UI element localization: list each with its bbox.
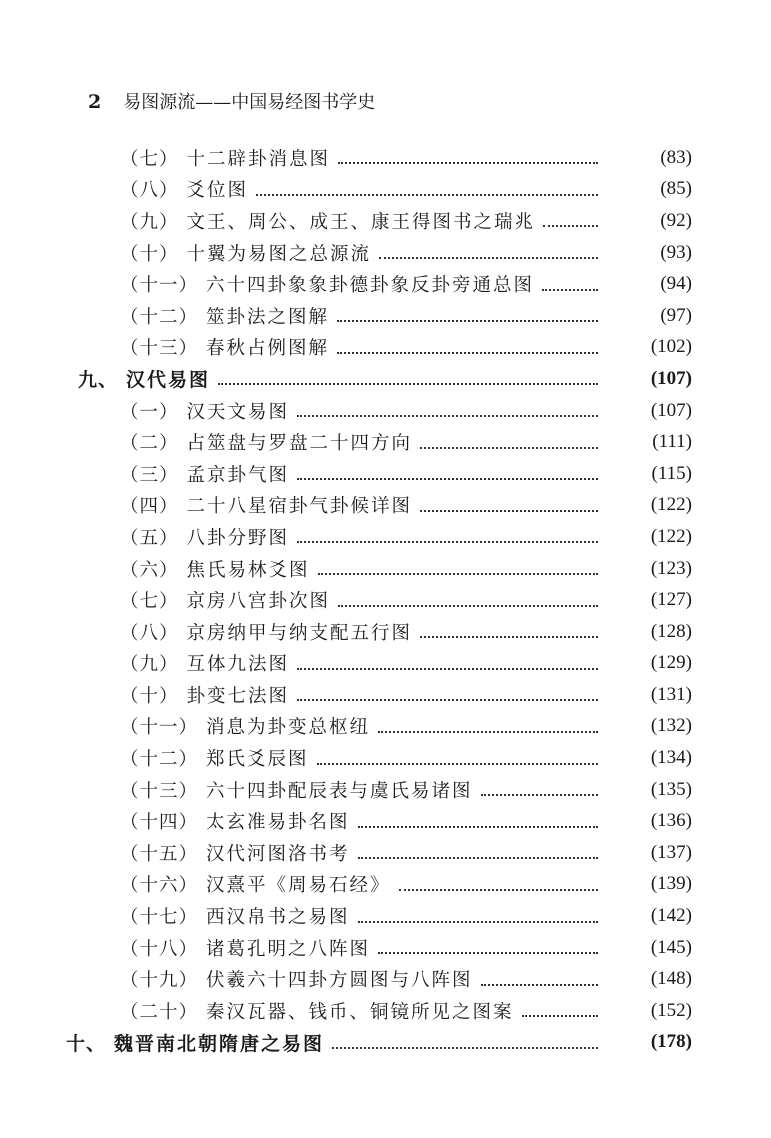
- entry-title: 春秋占例图解: [206, 338, 330, 360]
- dot-leader: [358, 825, 598, 828]
- entry-page-number: (135): [650, 778, 692, 800]
- entry-title: 焦氏易林爻图: [186, 559, 310, 581]
- table-of-contents: [0, 142, 771, 1058]
- entry-number: （八）: [120, 622, 179, 644]
- dot-leader: [358, 920, 598, 923]
- toc-entry: [0, 995, 771, 1027]
- entry-number: （一）: [120, 401, 179, 423]
- toc-entry: [0, 805, 771, 837]
- entry-number: （十三）: [120, 780, 199, 802]
- dot-leader: [399, 888, 598, 891]
- dot-leader: [297, 414, 598, 417]
- entry-number: （十四）: [120, 812, 199, 834]
- entry-number: （十七）: [120, 907, 199, 929]
- entry-title: 卦变七法图: [186, 685, 290, 707]
- entry-title: 太玄准易卦名图: [206, 812, 350, 834]
- entry-title: 消息为卦变总枢纽: [206, 717, 371, 739]
- entry-title: 魏晋南北朝隋唐之易图: [114, 1032, 325, 1055]
- dot-leader: [420, 509, 598, 512]
- entry-page-number: (136): [650, 810, 692, 832]
- entry-number: （十八）: [120, 938, 199, 960]
- dot-leader: [256, 193, 598, 196]
- entry-number: （五）: [120, 527, 179, 549]
- toc-entry: [0, 742, 771, 774]
- entry-number: （十六）: [120, 875, 199, 897]
- entry-number: （十一）: [120, 717, 199, 739]
- entry-page-number: (85): [660, 178, 692, 200]
- dot-leader: [481, 793, 598, 796]
- entry-page-number: (92): [660, 209, 692, 231]
- dot-leader: [420, 635, 598, 638]
- page-number: 2: [88, 91, 102, 113]
- toc-entry: [0, 584, 771, 616]
- entry-number: （十）: [120, 685, 179, 707]
- toc-entry: [0, 300, 771, 332]
- dot-leader: [218, 382, 598, 385]
- dot-leader: [337, 319, 598, 322]
- dot-leader: [338, 604, 598, 607]
- entry-page-number: (122): [650, 494, 692, 516]
- toc-entry: [0, 395, 771, 427]
- toc-entry: [0, 490, 771, 522]
- dot-leader: [378, 730, 598, 733]
- toc-entry: [0, 932, 771, 964]
- dot-leader: [522, 1014, 598, 1017]
- entry-page-number: (83): [660, 146, 692, 168]
- dot-leader: [358, 856, 598, 859]
- dot-leader: [543, 224, 598, 227]
- entry-number: （二十）: [120, 1001, 199, 1023]
- dot-leader: [378, 951, 598, 954]
- entry-number: （八）: [120, 180, 179, 202]
- dot-leader: [297, 698, 598, 701]
- entry-number: （十五）: [120, 843, 199, 865]
- toc-section-entry: [0, 1027, 771, 1059]
- entry-title: 占筮盘与罗盘二十四方向: [186, 433, 413, 455]
- entry-page-number: (129): [650, 652, 692, 674]
- entry-page-number: (127): [650, 589, 692, 611]
- entry-number: （十二）: [120, 306, 199, 328]
- entry-page-number: (93): [660, 241, 692, 263]
- entry-title: 二十八星宿卦气卦候详图: [186, 496, 413, 518]
- entry-number: 九、: [78, 369, 119, 392]
- toc-entry: [0, 963, 771, 995]
- entry-page-number: (111): [652, 431, 692, 453]
- toc-entry: [0, 837, 771, 869]
- dot-leader: [317, 762, 598, 765]
- entry-number: 十、: [66, 1032, 107, 1055]
- toc-entry: [0, 774, 771, 806]
- entry-title: 汉代易图: [126, 369, 211, 392]
- entry-number: （七）: [120, 591, 179, 613]
- entry-title: 汉代河图洛书考: [206, 843, 350, 865]
- dot-leader: [420, 446, 598, 449]
- toc-entry: [0, 174, 771, 206]
- entry-number: （九）: [120, 211, 179, 233]
- dot-leader: [297, 477, 598, 480]
- entry-title: 十二辟卦消息图: [186, 148, 331, 170]
- entry-page-number: (102): [650, 336, 692, 358]
- entry-title: 诸葛孔明之八阵图: [206, 938, 371, 960]
- entry-number: （二）: [120, 433, 179, 455]
- entry-title: 八卦分野图: [186, 527, 290, 549]
- entry-number: （三）: [120, 464, 179, 486]
- entry-title: 十翼为易图之总源流: [186, 243, 372, 265]
- entry-page-number: (178): [650, 1031, 692, 1053]
- entry-title: 六十四卦配辰表与虞氏易诸图: [206, 780, 473, 802]
- toc-entry: [0, 900, 771, 932]
- entry-number: （十三）: [120, 338, 199, 360]
- entry-page-number: (97): [660, 304, 692, 326]
- entry-number: （七）: [120, 148, 179, 170]
- dot-leader: [338, 161, 598, 164]
- entry-page-number: (134): [650, 747, 692, 769]
- entry-title: 京房八宫卦次图: [186, 591, 331, 613]
- entry-title: 六十四卦象象卦德卦象反卦旁通总图: [206, 275, 535, 297]
- entry-title: 伏羲六十四卦方圆图与八阵图: [206, 970, 473, 992]
- entry-title: 西汉帛书之易图: [206, 907, 350, 929]
- toc-entry: [0, 521, 771, 553]
- toc-entry: [0, 458, 771, 490]
- entry-page-number: (152): [650, 999, 692, 1021]
- entry-title: 爻位图: [186, 180, 249, 202]
- toc-entry: [0, 679, 771, 711]
- entry-number: （九）: [120, 654, 179, 676]
- entry-title: 秦汉瓦器、钱币、铜镜所见之图案: [206, 1001, 514, 1023]
- toc-entry: [0, 616, 771, 648]
- toc-entry: [0, 332, 771, 364]
- entry-title: 文王、周公、成王、康王得图书之瑞兆: [186, 211, 536, 233]
- entry-title: 汉天文易图: [186, 401, 290, 423]
- dot-leader: [318, 572, 598, 575]
- entry-page-number: (132): [650, 715, 692, 737]
- toc-entry: [0, 237, 771, 269]
- book-title: 易图源流——中国易经图书学史: [123, 92, 376, 113]
- page-header: [88, 88, 375, 114]
- entry-title: 汉熹平《周易石经》: [206, 875, 391, 897]
- entry-number: （十）: [120, 243, 179, 265]
- entry-page-number: (139): [650, 873, 692, 895]
- toc-entry: [0, 553, 771, 585]
- entry-title: 郑氏爻辰图: [206, 749, 309, 771]
- entry-page-number: (122): [650, 525, 692, 547]
- dot-leader: [297, 540, 598, 543]
- entry-title: 互体九法图: [186, 654, 290, 676]
- entry-page-number: (115): [651, 462, 692, 484]
- toc-entry: [0, 869, 771, 901]
- entry-page-number: (137): [650, 841, 692, 863]
- toc-section-entry: [0, 363, 771, 395]
- entry-page-number: (107): [650, 399, 692, 421]
- entry-title: 孟京卦气图: [186, 464, 290, 486]
- dot-leader: [379, 256, 598, 259]
- toc-entry: [0, 648, 771, 680]
- entry-page-number: (131): [650, 683, 692, 705]
- toc-entry: [0, 205, 771, 237]
- entry-page-number: (123): [650, 557, 692, 579]
- toc-entry: [0, 142, 771, 174]
- dot-leader: [297, 667, 598, 670]
- entry-number: （四）: [120, 496, 179, 518]
- entry-page-number: (142): [650, 905, 692, 927]
- dot-leader: [481, 983, 598, 986]
- dot-leader: [337, 351, 598, 354]
- toc-entry: [0, 711, 771, 743]
- entry-number: （十一）: [120, 275, 199, 297]
- entry-page-number: (107): [650, 367, 692, 389]
- toc-entry: [0, 268, 771, 300]
- dot-leader: [542, 288, 598, 291]
- entry-title: 京房纳甲与纳支配五行图: [186, 622, 413, 644]
- entry-number: （十九）: [120, 970, 199, 992]
- entry-number: （六）: [120, 559, 179, 581]
- entry-page-number: (145): [650, 936, 692, 958]
- entry-page-number: (128): [650, 620, 692, 642]
- dot-leader: [332, 1046, 598, 1049]
- entry-page-number: (94): [660, 273, 692, 295]
- entry-title: 筮卦法之图解: [206, 306, 330, 328]
- toc-entry: [0, 426, 771, 458]
- entry-number: （十二）: [120, 749, 199, 771]
- entry-page-number: (148): [650, 968, 692, 990]
